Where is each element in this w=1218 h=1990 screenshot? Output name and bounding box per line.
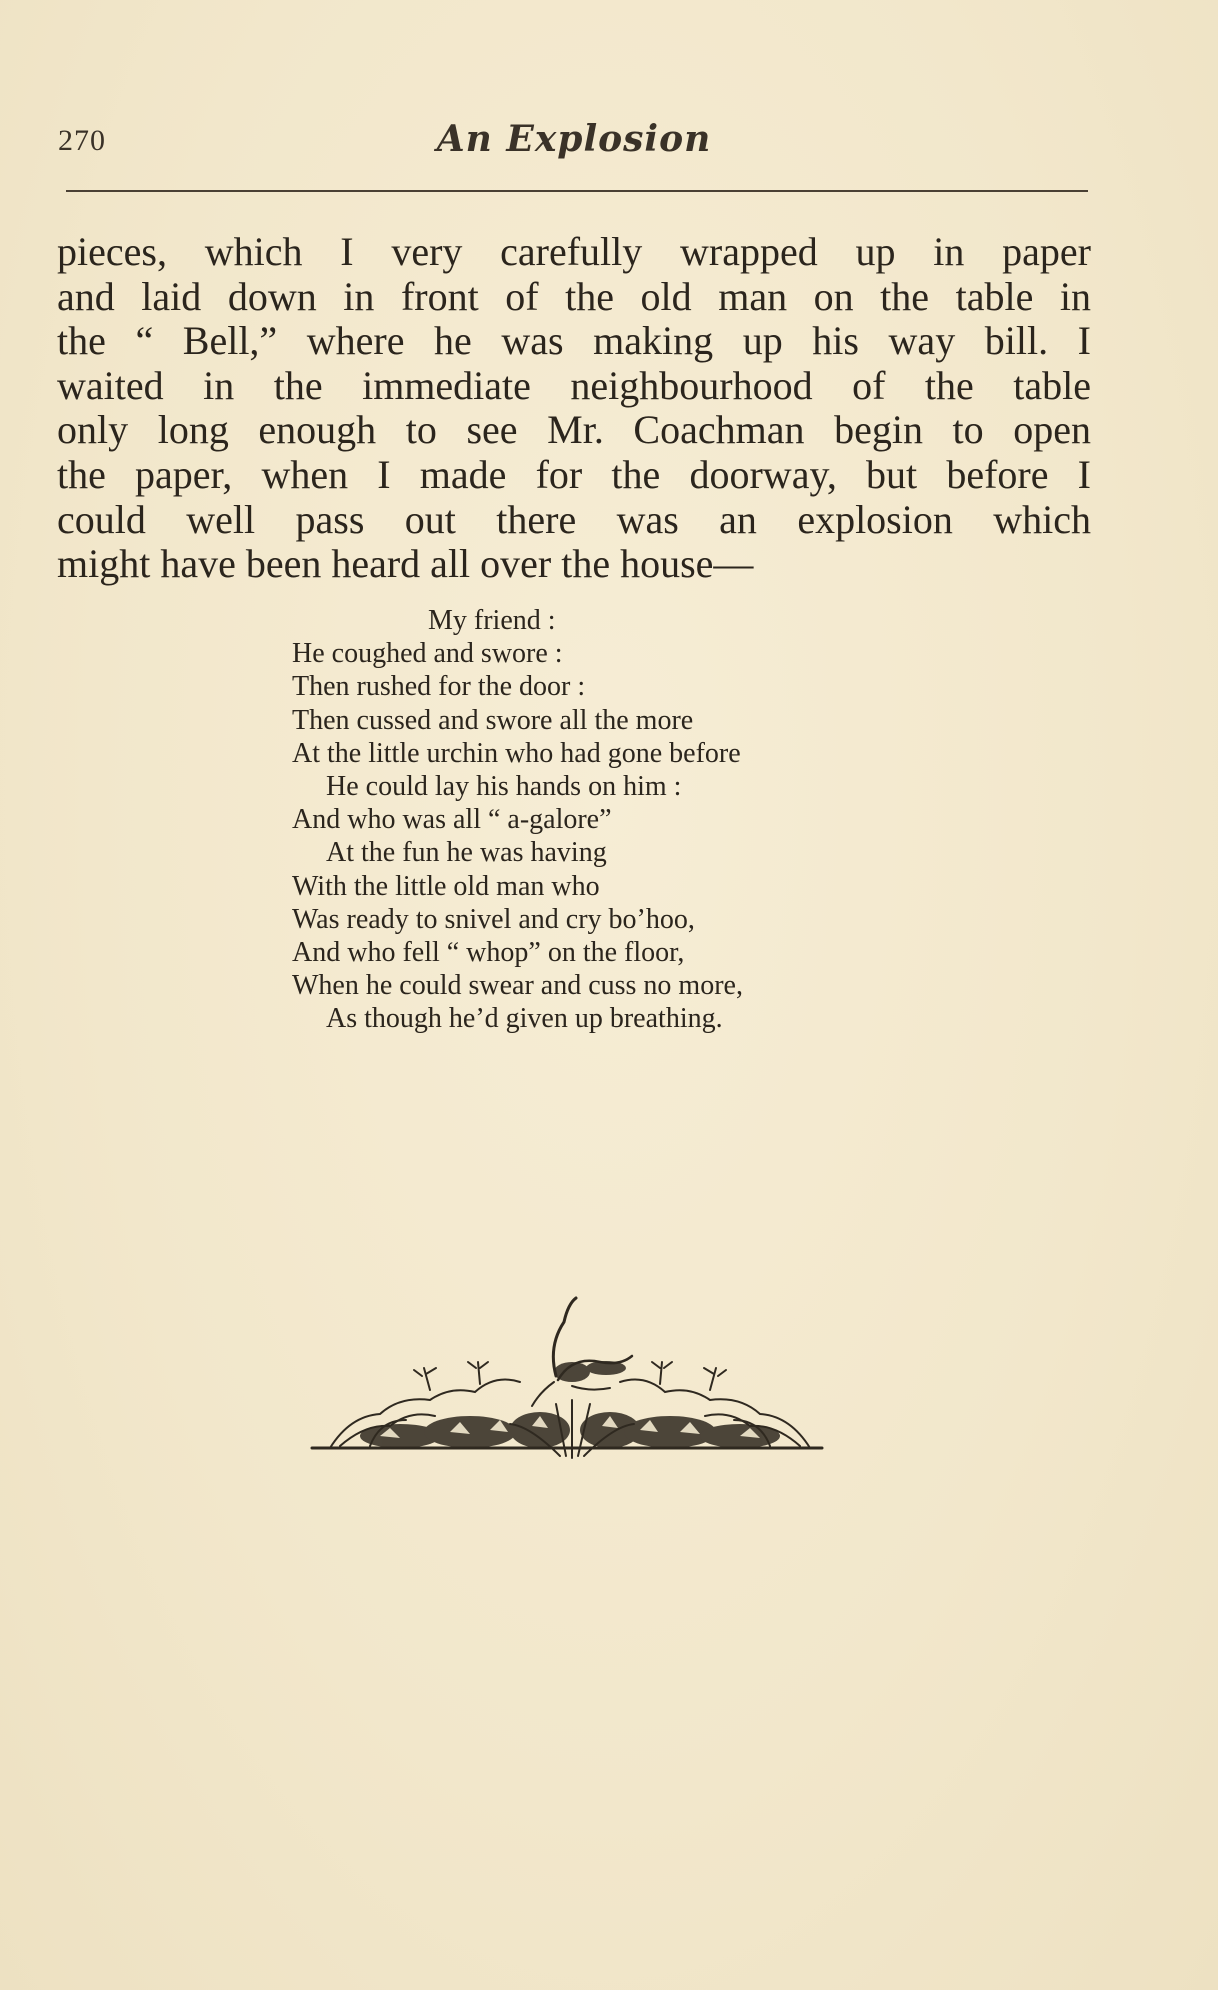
prose-line: the paper, when I made for the doorway, but before I: [57, 451, 1091, 497]
verse-line: Then rushed for the door :: [292, 671, 586, 703]
verse-line: He coughed and swore :: [292, 638, 563, 670]
verse-line: As though he’d given up breathing.: [326, 1003, 723, 1035]
verse-line: My friend :: [428, 605, 556, 636]
verse-line: He could lay his hands on him :: [326, 771, 682, 803]
prose-paragraph: [57, 230, 1091, 587]
verse-line: Was ready to snivel and cry bo’hoo,: [292, 903, 695, 935]
page-number: 270: [58, 124, 106, 157]
running-head: An Explosion: [436, 118, 712, 160]
verse-block: [292, 604, 912, 1036]
verse-line: And who was all “ a-galore”: [292, 804, 612, 836]
prose-line: the “ Bell,” where he was making up his way bill. I: [57, 318, 1091, 364]
verse-line: Then cussed and swore all the more: [292, 704, 694, 736]
prose-line: pieces, which I very carefully wrapped up in paper: [57, 229, 1091, 274]
prose-line: and laid down in front of the old man on the table in: [57, 273, 1091, 319]
prose-line: waited in the immediate neighbourhood of the table: [57, 362, 1091, 408]
verse-line: When he could swear and cuss no more,: [292, 970, 743, 1002]
verse-line: With the little old man who: [292, 870, 600, 902]
floral-tailpiece-icon: [310, 1296, 830, 1476]
verse-line: And who fell “ whop” on the floor,: [292, 937, 685, 969]
header-rule: [66, 190, 1088, 192]
verse-line: At the fun he was having: [326, 837, 607, 869]
verse-line: At the little urchin who had gone before: [292, 737, 741, 769]
prose-line: could well pass out there was an explosion which: [57, 496, 1091, 542]
prose-line: only long enough to see Mr. Coachman begin to open: [57, 407, 1091, 453]
prose-line: might have been heard all over the house—: [57, 541, 754, 587]
page-header: [58, 118, 1090, 168]
